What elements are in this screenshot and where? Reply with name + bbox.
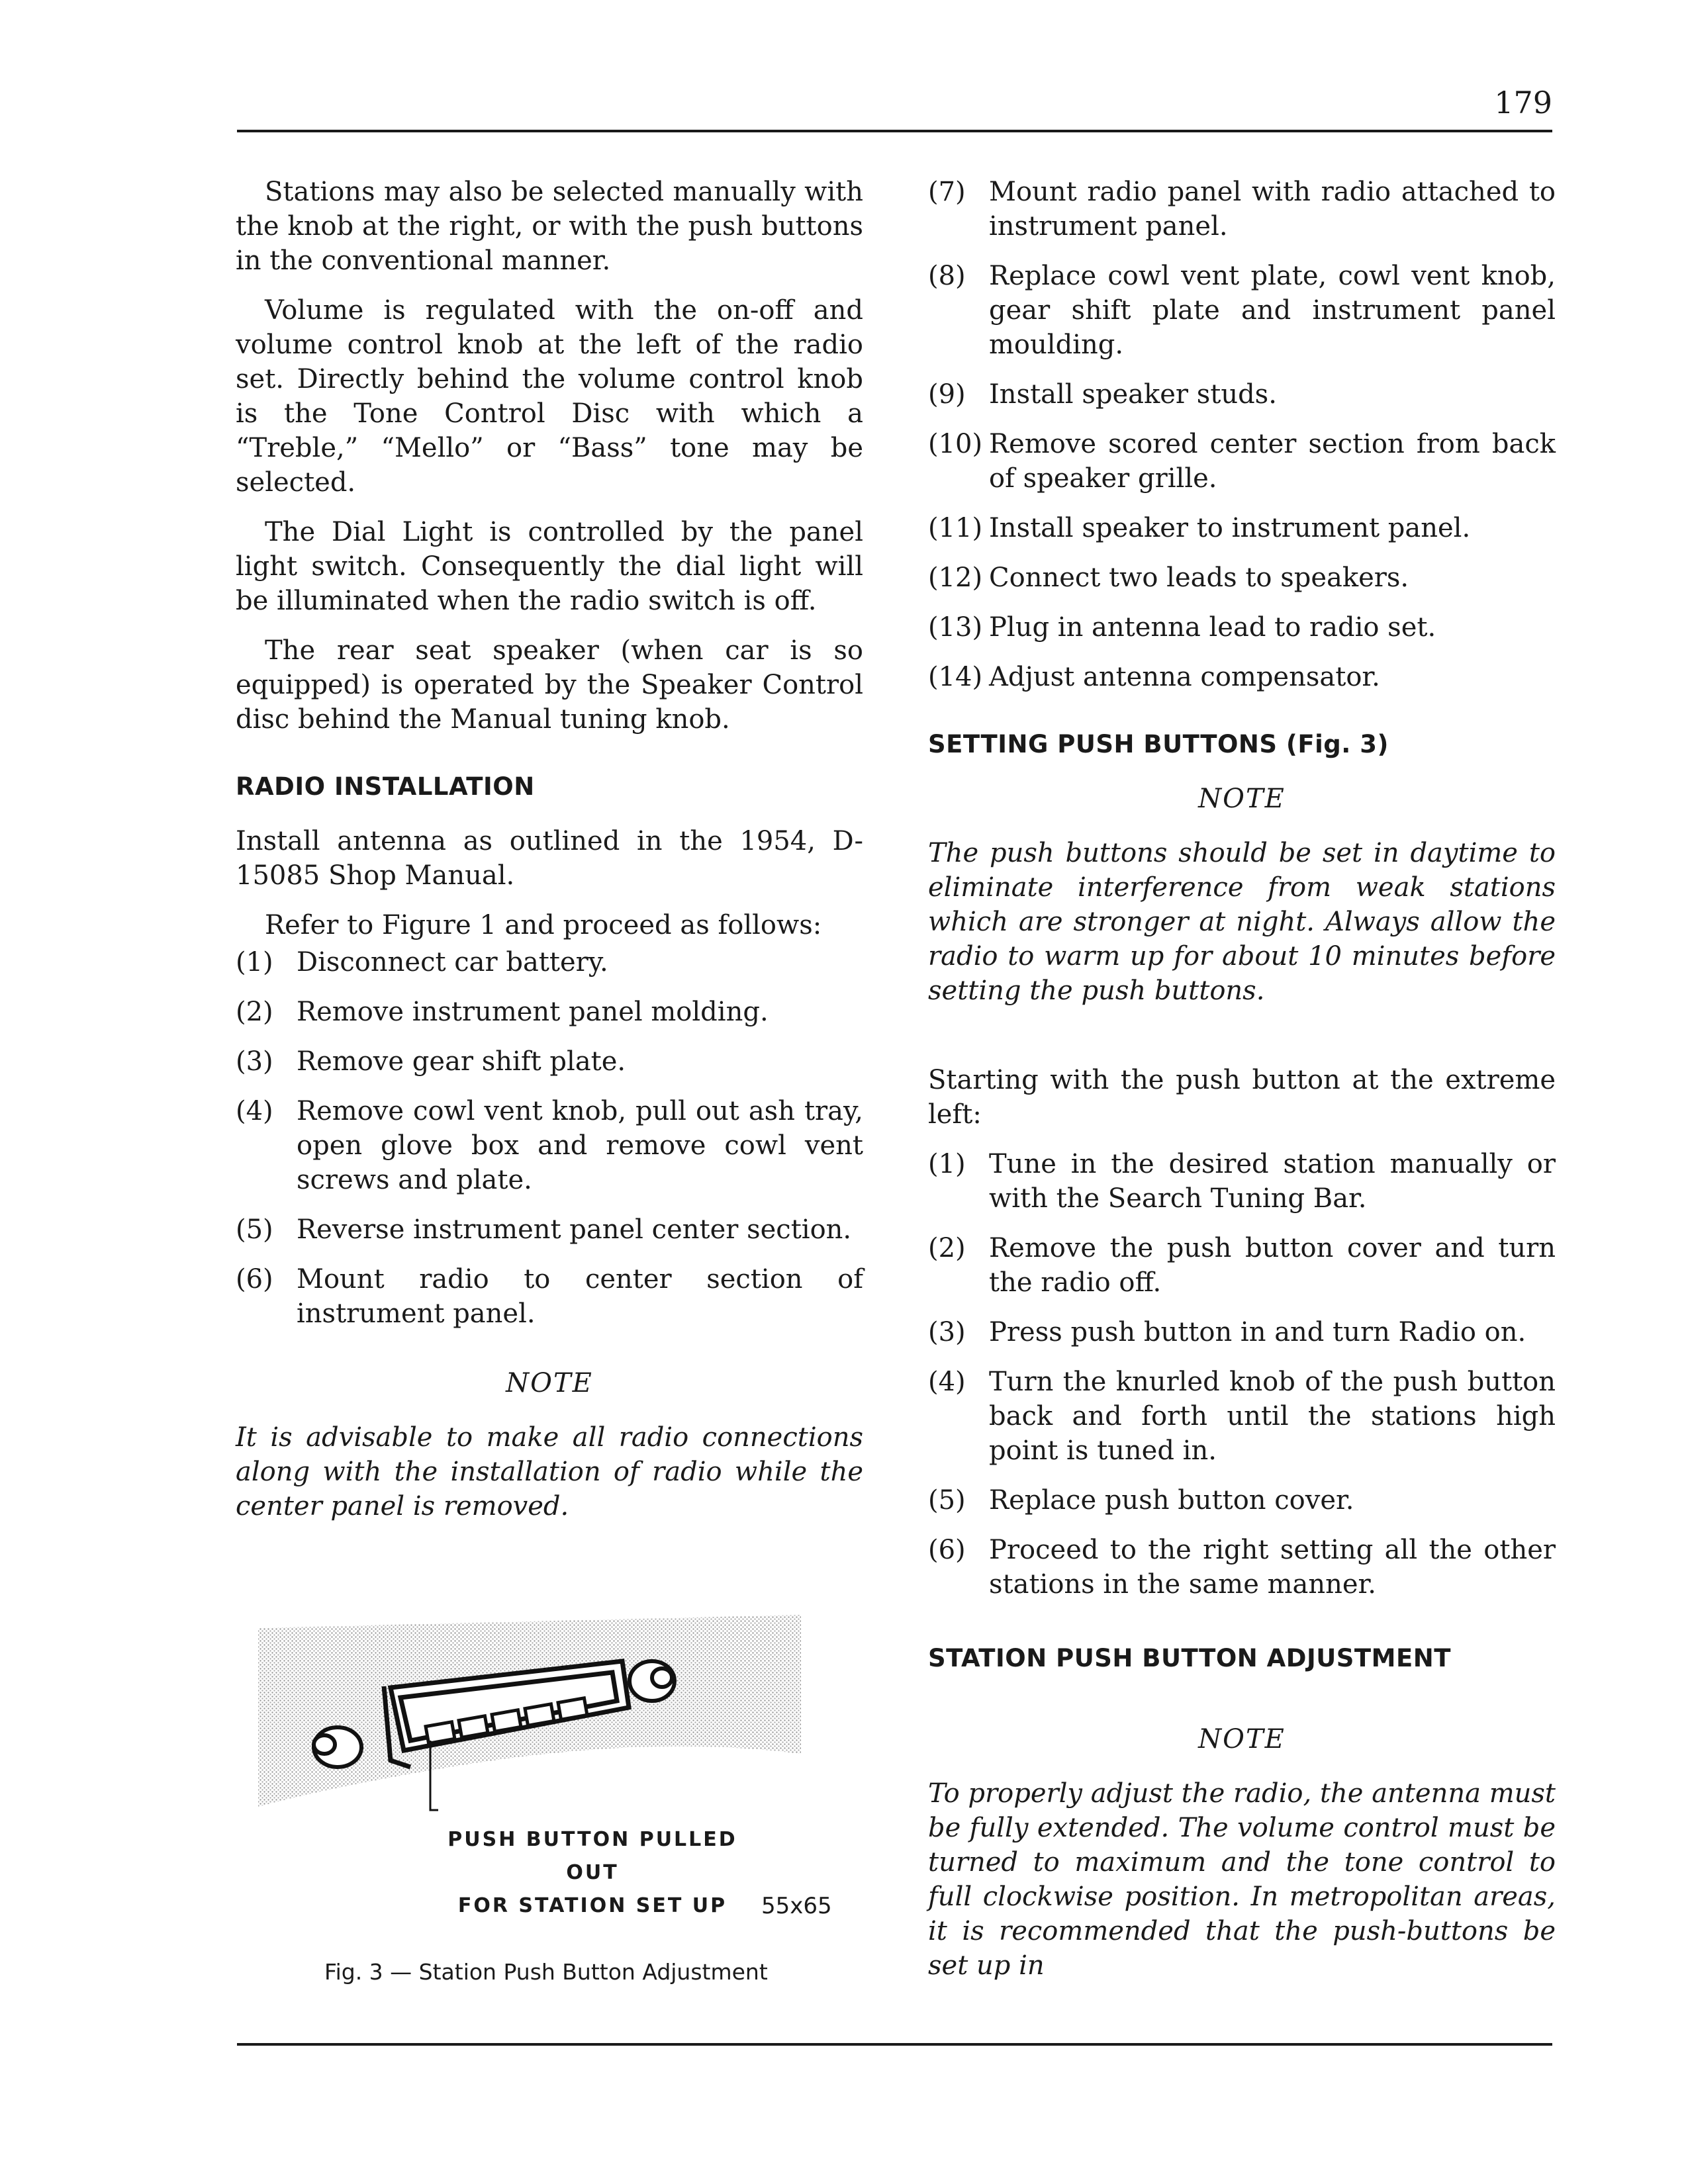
step-text: Connect two leads to speakers.	[989, 563, 1409, 593]
step-number: (14)	[928, 662, 983, 692]
list-item	[236, 1094, 863, 1197]
step-number: (3)	[928, 1317, 966, 1347]
step-number: (5)	[928, 1485, 966, 1516]
list-item	[928, 1533, 1556, 1602]
step-text: Install speaker to instrument panel.	[989, 513, 1471, 543]
radio-illustration	[252, 1608, 821, 1820]
paragraph: Starting with the push button at the extreme left:	[928, 1065, 1556, 1130]
step-text: Proceed to the right setting all the other stations in the same manner.	[989, 1535, 1556, 1600]
step-number: (4)	[928, 1367, 966, 1397]
top-rule	[237, 130, 1552, 132]
list-item	[928, 175, 1556, 244]
list-item	[928, 1315, 1556, 1349]
paragraph: Install antenna as outlined in the 1954, D-15085 Shop Manual.	[236, 826, 863, 891]
list-item	[236, 1212, 863, 1247]
list-item	[928, 1365, 1556, 1468]
section-heading: SETTING PUSH BUTTONS (Fig. 3)	[928, 730, 1389, 758]
step-number: (5)	[236, 1214, 273, 1245]
step-number: (7)	[928, 177, 966, 207]
step-text: Press push button in and turn Radio on.	[989, 1317, 1526, 1347]
callout-line: PUSH BUTTON PULLED OUT	[447, 1828, 737, 1884]
step-number: (4)	[236, 1096, 273, 1126]
list-item	[236, 1044, 863, 1079]
list-item	[928, 1231, 1556, 1300]
list-item	[928, 427, 1556, 496]
list-item	[236, 1262, 863, 1331]
step-number: (6)	[236, 1264, 273, 1295]
step-text: Tune in the desired station manually or with the Search Tuning Bar.	[989, 1149, 1556, 1214]
step-text: Mount radio to center section of instrument panel.	[297, 1264, 863, 1329]
paragraph: Volume is regulated with the on-off and volume control knob at the left of the radio set. Directly behind the volume control knob is the Tone Control Disc with which a “Treble,” “Mello” or “Bass” tone may be selected.	[236, 295, 863, 498]
note-text: It is advisable to make all radio connections along with the installation of radio while the center panel is removed.	[236, 1422, 863, 1522]
step-number: (8)	[928, 261, 966, 291]
list-item	[928, 660, 1556, 694]
step-text: Adjust antenna compensator.	[989, 662, 1380, 692]
list-item	[928, 1147, 1556, 1216]
step-number: (11)	[928, 513, 983, 543]
step-number: (9)	[928, 379, 966, 410]
section-heading: RADIO INSTALLATION	[236, 772, 535, 801]
figure-callout	[430, 1823, 755, 1923]
list-item	[928, 259, 1556, 362]
step-number: (13)	[928, 612, 983, 643]
list-item	[928, 1483, 1556, 1518]
step-text: Install speaker studs.	[989, 379, 1277, 410]
step-text: Turn the knurled knob of the push button back and forth until the stations high point is tuned in.	[989, 1367, 1556, 1466]
step-text: Remove gear shift plate.	[297, 1046, 626, 1077]
paragraph: Stations may also be selected manually with the knob at the right, or with the push buttons in the conventional manner.	[236, 177, 863, 276]
step-text: Mount radio panel with radio attached to instrument panel.	[989, 177, 1556, 242]
figure-caption: Fig. 3 — Station Push Button Adjustment	[324, 1959, 768, 1985]
step-text: Disconnect car battery.	[297, 947, 608, 978]
list-item	[236, 945, 863, 979]
note-text: To properly adjust the radio, the antenna must be fully extended. The volume control must be turned to maximum and the tone control to full clockwise position. In metropolitan areas, it is recommended that the push-buttons be set up in	[928, 1778, 1556, 1981]
step-text: Remove cowl vent knob, pull out ash tray, open glove box and remove cowl vent screws and plate.	[297, 1096, 863, 1195]
figure	[252, 1608, 832, 2019]
step-number: (1)	[928, 1149, 966, 1179]
paragraph: The Dial Light is controlled by the panel light switch. Consequently the dial light will be illuminated when the radio switch is off.	[236, 517, 863, 616]
left-knob	[314, 1727, 361, 1767]
step-text: Replace push button cover.	[989, 1485, 1354, 1516]
list-item	[928, 610, 1556, 645]
paragraph: Refer to Figure 1 and proceed as follows:	[265, 910, 822, 940]
step-text: Replace cowl vent plate, cowl vent knob, gear shift plate and instrument panel moulding.	[989, 261, 1556, 360]
list-item	[236, 995, 863, 1029]
right-knob	[630, 1661, 675, 1701]
list-item	[928, 511, 1556, 545]
step-number: (2)	[236, 997, 273, 1027]
step-number: (3)	[236, 1046, 273, 1077]
bottom-rule	[237, 2043, 1552, 2046]
left-column	[236, 175, 863, 1539]
step-text: Reverse instrument panel center section.	[297, 1214, 852, 1245]
paragraph: The rear seat speaker (when car is so equipped) is operated by the Speaker Control disc behind the Manual tuning knob.	[236, 635, 863, 735]
note-title: NOTE	[506, 1368, 593, 1398]
callout-line: FOR STATION SET UP	[457, 1894, 727, 1917]
step-number: (1)	[236, 947, 273, 978]
step-text: Remove the push button cover and turn the radio off.	[989, 1233, 1556, 1298]
step-number: (10)	[928, 429, 983, 459]
step-text: Remove instrument panel molding.	[297, 997, 769, 1027]
step-text: Plug in antenna lead to radio set.	[989, 612, 1436, 643]
figure-code: 55x65	[761, 1893, 832, 1919]
note-text: The push buttons should be set in daytime to eliminate interference from weak stations which are stronger at night. Always allow the radio to warm up for about 10 minutes before setting the push buttons.	[928, 838, 1556, 1006]
page-number: 179	[1494, 85, 1552, 120]
section-heading: STATION PUSH BUTTON ADJUSTMENT	[928, 1644, 1451, 1672]
step-number: (2)	[928, 1233, 966, 1263]
step-number: (12)	[928, 563, 983, 593]
step-text: Remove scored center section from back of speaker grille.	[989, 429, 1556, 494]
list-item	[928, 561, 1556, 595]
right-column	[928, 175, 1556, 1998]
step-number: (6)	[928, 1535, 966, 1565]
note-title: NOTE	[1198, 784, 1286, 814]
note-title: NOTE	[1198, 1724, 1286, 1754]
list-item	[928, 377, 1556, 412]
